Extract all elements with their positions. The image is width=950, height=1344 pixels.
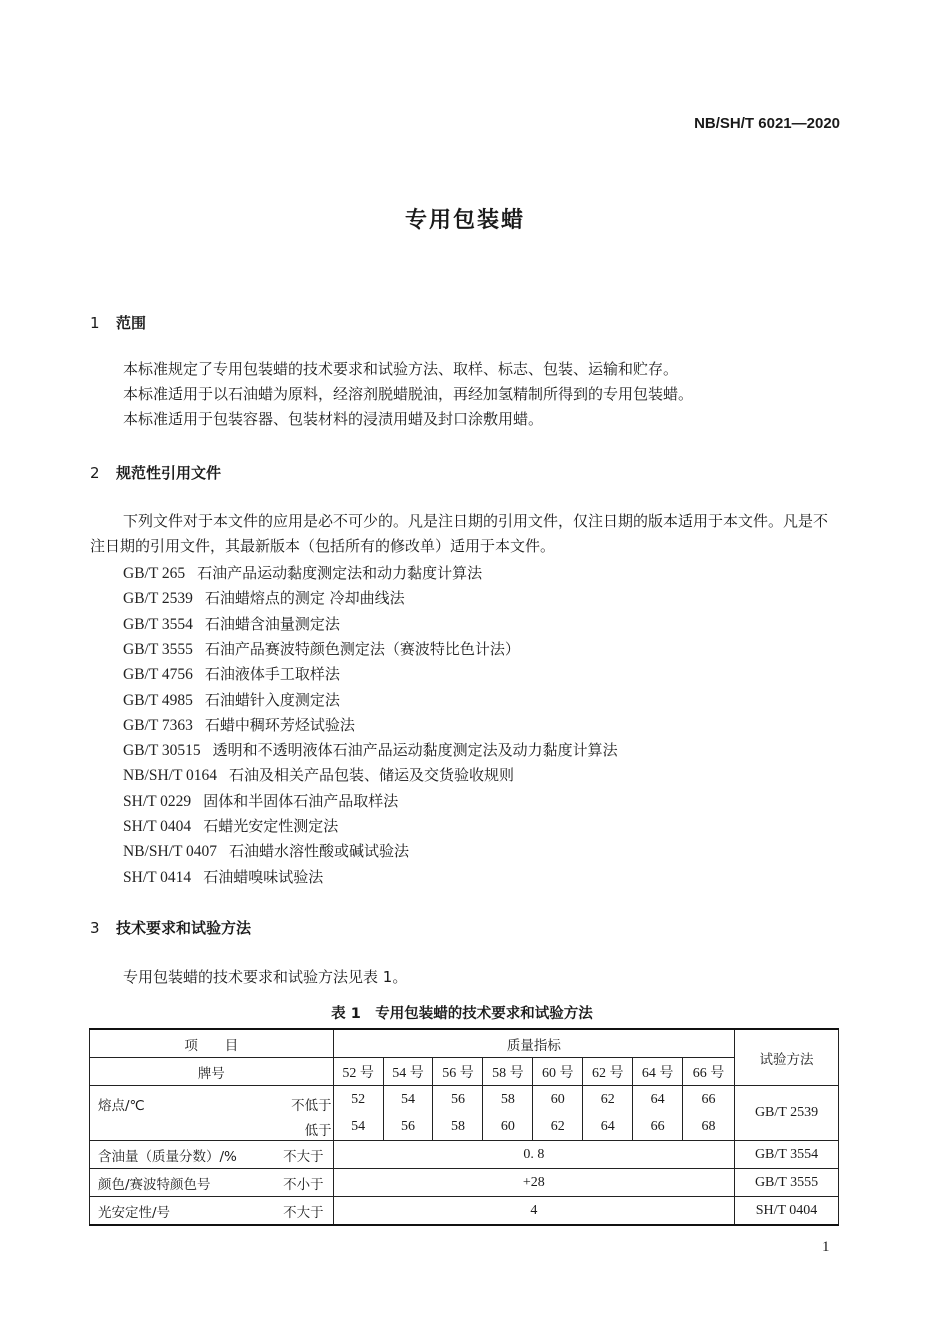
- scope-paragraph-3: 本标准适用于包装容器、包装材料的浸渍用蜡及封口涂敷用蜡。: [123, 410, 544, 428]
- oil-condition: 不大于: [283, 1148, 324, 1165]
- melting-max-value: 60: [483, 1113, 533, 1141]
- reference-code: SH/T 0414: [123, 868, 192, 886]
- brand-label: 牌号: [90, 1058, 334, 1086]
- melting-min-value: 56: [433, 1086, 483, 1114]
- color-value: +28: [333, 1169, 734, 1197]
- melting-max-value: 58: [433, 1113, 483, 1141]
- reference-item: [123, 587, 405, 608]
- reference-item: [123, 739, 618, 760]
- melting-min-value: 60: [533, 1086, 583, 1114]
- reference-title: 透明和不透明液体石油产品运动黏度测定法及动力黏度计算法: [212, 741, 618, 760]
- melting-max-value: 64: [583, 1113, 633, 1141]
- light-condition: 不大于: [283, 1204, 324, 1221]
- reference-code: GB/T 7363: [123, 716, 193, 734]
- oil-label-cell: [90, 1141, 334, 1169]
- section-1-heading: [90, 312, 146, 333]
- header-quality: 质量指标: [333, 1029, 734, 1058]
- grade-header: 54 号: [383, 1058, 433, 1086]
- section-title: 技术要求和试验方法: [116, 919, 252, 937]
- reference-item: [123, 866, 323, 887]
- melting-min-value: 66: [683, 1086, 735, 1114]
- reference-title: 石油及相关产品包装、储运及交货验收规则: [229, 766, 515, 785]
- melting-min-value: 52: [333, 1086, 383, 1114]
- oil-label: 含油量（质量分数）/%: [98, 1148, 237, 1165]
- reference-item: [123, 638, 520, 659]
- section-number: 1: [90, 314, 100, 332]
- reference-item: [123, 840, 409, 861]
- color-label: 颜色/赛波特颜色号: [98, 1176, 211, 1193]
- light-method: SH/T 0404: [735, 1197, 839, 1226]
- max-condition: 低于: [304, 1123, 332, 1139]
- reference-title: 石油蜡针入度测定法: [204, 690, 340, 709]
- reference-title: 石油蜡水溶性酸或碱试验法: [229, 842, 410, 861]
- grade-header: 52 号: [333, 1058, 383, 1086]
- grade-header: 60 号: [533, 1058, 583, 1086]
- reference-code: GB/T 265: [123, 565, 186, 582]
- requirements-paragraph: 专用包装蜡的技术要求和试验方法见表 1。: [123, 968, 408, 986]
- table-caption: 表 1 专用包装蜡的技术要求和试验方法: [331, 1006, 593, 1022]
- reference-title: 石油液体手工取样法: [204, 665, 340, 684]
- reference-code: GB/T 2539: [123, 590, 193, 608]
- section-3-heading: [90, 917, 251, 938]
- melting-max-value: 66: [633, 1113, 683, 1141]
- reference-item: [123, 764, 514, 785]
- oil-method: GB/T 3554: [735, 1141, 839, 1169]
- melting-label: 熔点/℃: [98, 1098, 145, 1114]
- grade-header: 66 号: [683, 1058, 735, 1086]
- reference-title: 石油蜡嗅味试验法: [203, 867, 324, 886]
- color-label-cell: [90, 1169, 334, 1197]
- oil-value: 0. 8: [333, 1141, 734, 1169]
- reference-item: [123, 613, 340, 634]
- reference-item: [123, 790, 398, 811]
- section-number: 2: [90, 464, 100, 482]
- reference-code: GB/T 30515: [123, 742, 201, 760]
- spec-table: [89, 1028, 839, 1226]
- section-2-heading: [90, 462, 221, 483]
- melting-label-cell: [90, 1086, 334, 1141]
- header-method: 试验方法: [735, 1029, 839, 1086]
- reference-item: [123, 562, 482, 583]
- section-title: 规范性引用文件: [116, 464, 222, 482]
- color-row: [90, 1169, 839, 1197]
- header-item: 项 目: [90, 1029, 334, 1058]
- section-number: 3: [90, 919, 100, 937]
- melting-max-value: 56: [383, 1113, 433, 1141]
- grade-header: 56 号: [433, 1058, 483, 1086]
- reference-title: 石蜡中稠环芳烃试验法: [204, 715, 355, 734]
- reference-item: [123, 689, 340, 710]
- reference-code: GB/T 3554: [123, 615, 193, 633]
- reference-title: 石油产品赛波特颜色测定法（赛波特比色计法）: [204, 639, 520, 658]
- light-label: 光安定性/号: [98, 1204, 171, 1221]
- reference-item: [123, 714, 355, 735]
- melting-method: GB/T 2539: [735, 1086, 839, 1141]
- reference-item: [123, 815, 338, 836]
- reference-code: GB/T 4985: [123, 691, 193, 709]
- reference-title: 石油蜡熔点的测定 冷却曲线法: [204, 589, 405, 608]
- reference-item: [123, 663, 340, 684]
- oil-content-row: [90, 1141, 839, 1169]
- reference-title: 石蜡光安定性测定法: [203, 817, 339, 835]
- reference-code: GB/T 3555: [123, 640, 193, 658]
- grade-row: [90, 1058, 839, 1086]
- reference-code: GB/T 4756: [123, 666, 193, 684]
- melting-max-value: 54: [333, 1113, 383, 1141]
- light-value: 4: [333, 1197, 734, 1226]
- grade-header: 62 号: [583, 1058, 633, 1086]
- section-title: 范围: [116, 314, 147, 332]
- document-code: NB/SH/T 6021—2020: [694, 115, 840, 132]
- color-method: GB/T 3555: [735, 1169, 839, 1197]
- melting-max-value: 68: [683, 1113, 735, 1141]
- references-intro: 下列文件对于本文件的应用是必不可少的。凡是注日期的引用文件，仅注日期的版本适用于本文件。凡是不注日期的引用文件，其最新版本（包括所有的修改单）适用于本文件。: [90, 512, 829, 555]
- document-title: 专用包装蜡: [404, 208, 525, 233]
- min-condition: 不低于: [291, 1098, 332, 1114]
- page-number: 1: [822, 1239, 830, 1255]
- melting-min-value: 62: [583, 1086, 633, 1114]
- melting-min-value: 64: [633, 1086, 683, 1114]
- color-condition: 不小于: [283, 1176, 324, 1193]
- reference-code: NB/SH/T 0164: [123, 767, 218, 785]
- grade-header: 58 号: [483, 1058, 533, 1086]
- reference-code: NB/SH/T 0407: [123, 843, 218, 861]
- reference-title: 石油产品运动黏度测定法和动力黏度计算法: [197, 564, 483, 582]
- reference-title: 固体和半固体石油产品取样法: [203, 791, 399, 810]
- melting-min-value: 58: [483, 1086, 533, 1114]
- light-label-cell: [90, 1197, 334, 1226]
- light-stability-row: [90, 1197, 839, 1226]
- reference-code: SH/T 0229: [123, 792, 192, 810]
- scope-paragraph-1: 本标准规定了专用包装蜡的技术要求和试验方法、取样、标志、包装、运输和贮存。: [123, 360, 679, 378]
- melting-max-value: 62: [533, 1113, 583, 1141]
- grade-header: 64 号: [633, 1058, 683, 1086]
- melting-min-row: [90, 1086, 839, 1114]
- reference-code: SH/T 0404: [123, 818, 192, 835]
- scope-paragraph-2: 本标准适用于以石油蜡为原料，经溶剂脱蜡脱油，再经加氢精制所得到的专用包装蜡。: [123, 385, 694, 403]
- reference-title: 石油蜡含油量测定法: [204, 614, 340, 633]
- table-header-row: [90, 1029, 839, 1058]
- melting-min-value: 54: [383, 1086, 433, 1114]
